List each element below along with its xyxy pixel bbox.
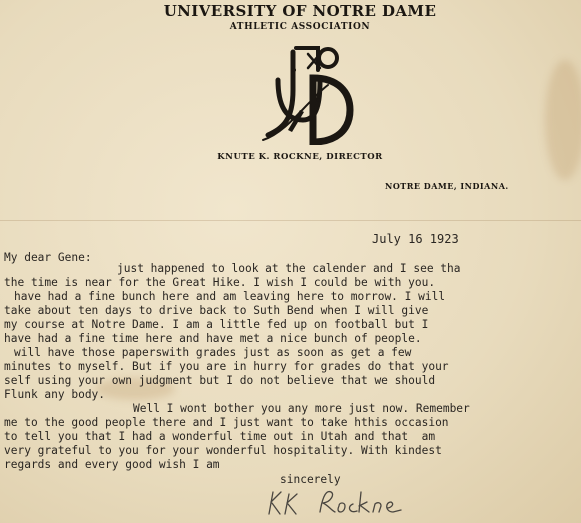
letterhead-director: KNUTE K. ROCKNE, DIRECTOR	[217, 152, 383, 162]
letter-line: take about ten days to drive back to Suth Bend when I will give	[4, 304, 429, 317]
paper-stain	[545, 60, 581, 180]
letter-line: me to the good people there and I just want to take hthis occasion	[4, 416, 449, 429]
letter-line: Flunk any body.	[4, 388, 106, 401]
letter-line: just happened to look at the calender and I see tha	[117, 262, 461, 275]
letter-line: have had a fine time here and have met a nice bunch of people.	[4, 332, 422, 345]
letter-line: very grateful to you for your wonderful hospitality. With kindest	[4, 444, 442, 457]
letter-date: July 16 1923	[372, 232, 459, 246]
nd-monogram-logo	[258, 40, 358, 145]
handwritten-signature	[265, 484, 425, 520]
letter-line: have had a fine bunch here and am leaving here to morrow. I will	[14, 290, 446, 303]
letter-line: the time is near for the Great Hike. I wish I could be with you.	[4, 276, 436, 289]
letter-line: will have those paperswith grades just as soon as get a few	[14, 346, 412, 359]
letter-closing: sincerely	[280, 473, 341, 486]
letterhead-university: UNIVERSITY OF NOTRE DAME	[163, 2, 437, 20]
letter-line: self using your own judgment but I do not believe that we should	[4, 374, 436, 387]
letter-line: minutes to myself. But if you are in hurry for grades do that your	[4, 360, 449, 373]
letter-line: to tell you that I had a wonderful time out in Utah and that am	[4, 430, 436, 443]
paper-fold	[0, 220, 581, 221]
letterhead-association: ATHLETIC ASSOCIATION	[229, 22, 371, 32]
letter-line: regards and every good wish I am	[4, 458, 220, 471]
letterhead-location: NOTRE DAME, INDIANA.	[385, 181, 509, 191]
letter-line: my course at Notre Dame. I am a little fed up on football but I	[4, 318, 429, 331]
letter-line: Well I wont bother you any more just now. Remember	[133, 402, 470, 415]
letter-salutation: My dear Gene:	[4, 251, 92, 264]
